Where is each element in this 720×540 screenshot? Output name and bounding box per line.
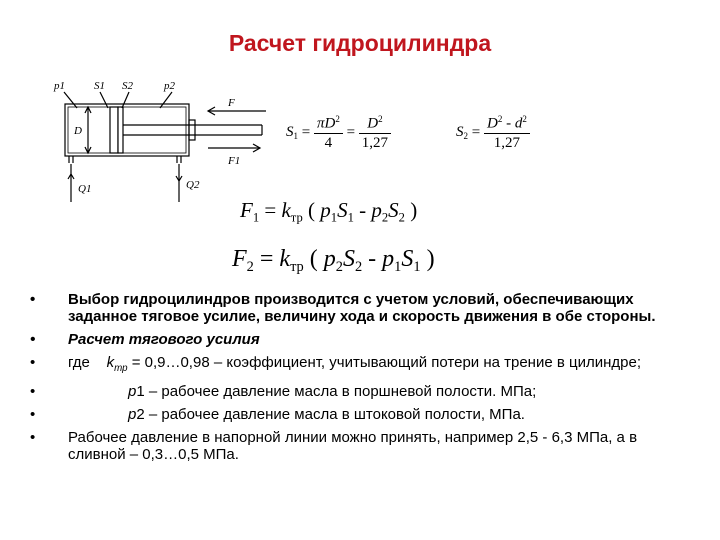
page-title: Расчет гидроцилиндра [228,30,492,56]
formula-s1-fraction-1: $\frac{\pi D^2}{4}$ [314,114,343,152]
bullet-ktr-prefix: где [68,354,90,371]
label-d: D [74,125,82,137]
label-p2: p2 [164,80,175,92]
bullet-p2: • p2 – рабочее давление масла в штоковой полости, МПа. [30,406,690,423]
formula-s2-lhs: $S_2$ [456,124,468,142]
bullet-pressure: • Рабочее давление в напорной линии можно принять, например 2,5 - 6,3 МПа, а в сливной – 0,3…0,5 МПа. [30,429,690,463]
label-q2: Q2 [186,179,200,191]
label-s2: S2 [122,80,133,92]
formula-s2: $S_2$ = $\frac{D^2 - d^2}{1,27}$ [456,114,530,152]
bullet-ktr-text: = 0,9…0,98 – коэффициент, учитывающий потери на трение в цилиндре; [131,354,641,371]
bullet-ktr [30,354,690,377]
formula-s1: $S_1$ = $\frac{\pi D^2}{4}$ = $\frac{D^2}{1,27}$ [286,114,391,152]
bullet-list [30,291,690,469]
bullet-p1-text: – рабочее давление масла в поршневой полости. МПа; [148,383,537,400]
bullet-ktr-symbol: $k_{тр}$ [106,354,128,374]
label-f: F [228,97,235,109]
label-p1: p1 [54,80,65,92]
bullet-traction-heading: • Расчет тягового усилия [30,331,690,348]
formula-f1: $F_1 = k_{тр}$ ( $p_1S_1 - p_2S_2$ ) [240,198,418,225]
label-s1: S1 [94,80,105,92]
formula-s1-lhs: $S_1$ [286,124,298,142]
label-f1: F1 [228,155,241,167]
bullet-p2-text: – рабочее давление масла в штоковой полости, МПа. [148,406,525,423]
formula-f2: $F_2 = k_{тр}$ ( $p_2S_2 - p_1S_1$ ) [232,246,435,276]
bullet-p1: • p1 – рабочее давление масла в поршневой полости. МПа; [30,383,690,400]
hydraulic-cylinder-diagram [40,76,272,206]
formula-s1-fraction-2: $\frac{D^2}{1,27}$ [359,114,391,152]
bullet-selection: • Выбор гидроцилиндров производится с учетом условий, обеспечивающих заданное тяговое усилие, величину хода и скорость движения в обе стороны. [30,291,690,325]
formula-s2-fraction: $\frac{D^2 - d^2}{1,27}$ [484,114,530,152]
label-q1: Q1 [78,183,92,195]
